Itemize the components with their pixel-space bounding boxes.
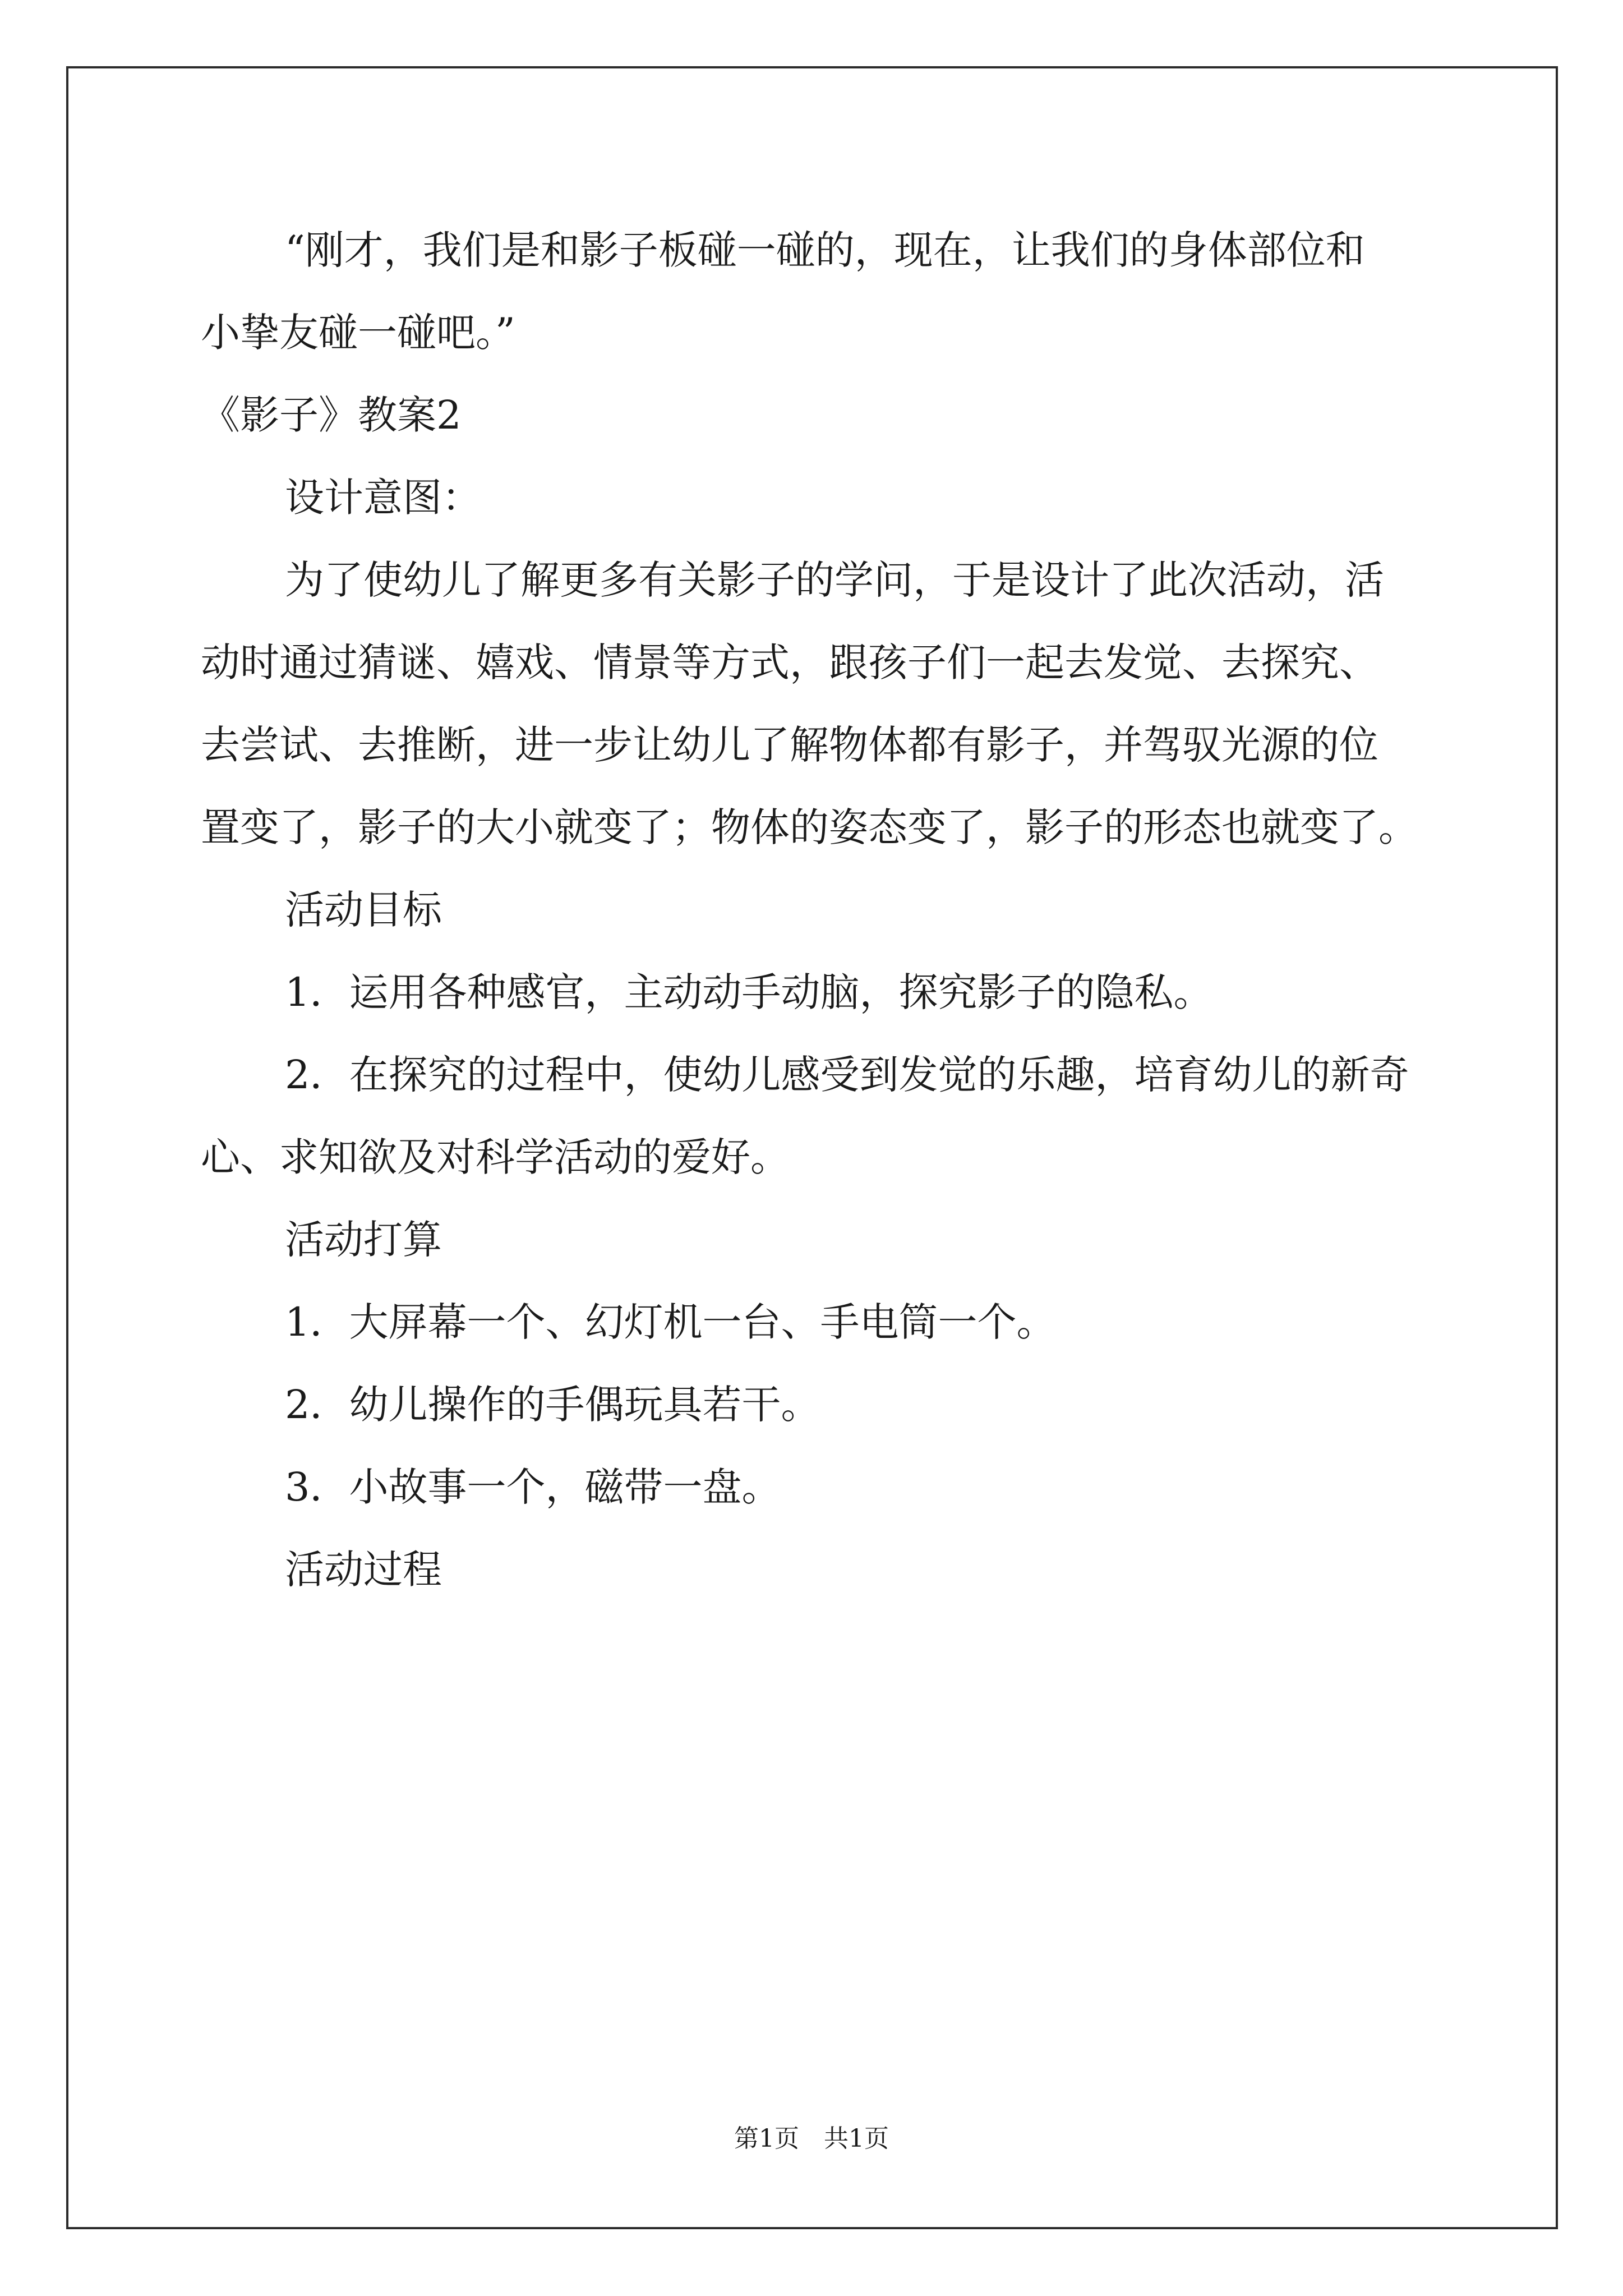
heading-activity-prep: 活动打算	[285, 1217, 442, 1263]
goal-item-1: 1．运用各种感官，主动动手动脑，探究影子的隐私。	[285, 969, 1213, 1015]
goal-item-2-cont: 心、求知欲及对科学活动的爱好。	[201, 1134, 790, 1180]
prep-item-3: 3．小故事一个，磁带一盘。	[285, 1464, 781, 1510]
goal-item-2: 2．在探究的过程中，使幼儿感受到发觉的乐趣，培育幼儿的新奇	[285, 1052, 1409, 1098]
text-line-7: 去尝试、去推断，进一步让幼儿了解物体都有影子，并驾驭光源的位	[201, 722, 1378, 768]
text-line-6: 动时通过猜谜、嬉戏、情景等方式，跟孩子们一起去发觉、去探究、	[201, 639, 1378, 685]
prep-item-1: 1．大屏幕一个、幻灯机一台、手电筒一个。	[285, 1299, 1056, 1345]
text-line-1: “刚才，我们是和影子板碰一碰的，现在，让我们的身体部位和	[285, 227, 1365, 273]
text-line-2: 小挚友碰一碰吧。”	[201, 310, 515, 356]
page-footer: 第1页 共1页	[734, 2124, 889, 2153]
text-line-8: 置变了，影子的大小就变了；物体的姿态变了，影子的形态也就变了。	[201, 804, 1418, 850]
heading-design-intent: 设计意图：	[285, 475, 481, 521]
text-line-5: 为了使幼儿了解更多有关影子的学问，于是设计了此次活动，活	[285, 557, 1384, 603]
section-title: 《影子》教案2	[201, 392, 462, 438]
prep-item-2: 2．幼儿操作的手偶玩具若干。	[285, 1382, 820, 1428]
heading-activity-process: 活动过程	[285, 1547, 442, 1593]
heading-activity-goals: 活动目标	[285, 887, 442, 933]
